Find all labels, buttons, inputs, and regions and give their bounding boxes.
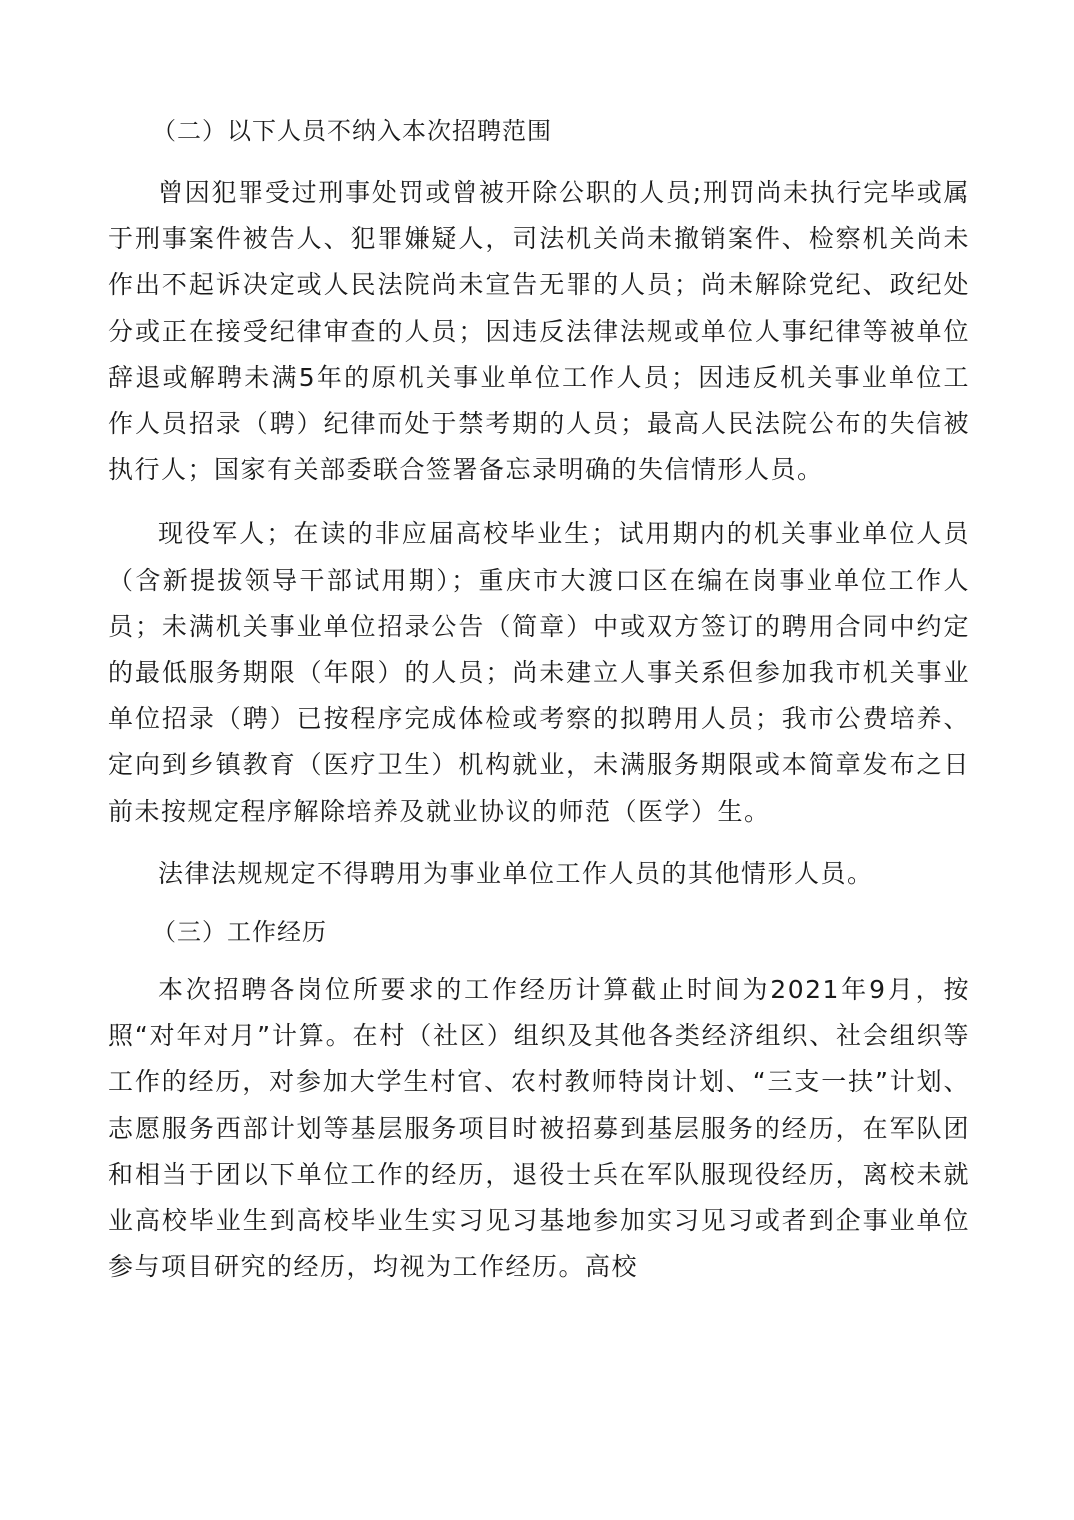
paragraph-other-situations: 法律法规规定不得聘用为事业单位工作人员的其他情形人员。: [158, 858, 874, 888]
section-heading-exclusions: （二）以下人员不纳入本次招聘范围: [152, 117, 552, 145]
paragraph-active-service: 现役军人；在读的非应届高校毕业生；试用期内的机关事业单位人员（含新提拔领导干部试用期）；重庆市大渡口区在编在岗事业单位工作人员；未满机关事业单位招录公告（简章）中或双方签订的聘用合同中约定的最低服务期限（年限）的人员；尚未建立人事关系但参加我市机关事业单位招录（聘）已按程序完成体检或考察的拟聘用人员；我市公费培养、定向到乡镇教育（医疗卫生）机构就业，未满服务期限或本简章发布之日前未按规定程序解除培养及就业协议的师范（医学）生。: [108, 519, 970, 826]
document-body: [108, 108, 970, 1290]
paragraph-criminal-record: 曾因犯罪受过刑事处罚或曾被开除公职的人员;刑罚尚未执行完毕或属于刑事案件被告人、犯罪嫌疑人，司法机关尚未撤销案件、检察机关尚未作出不起诉决定或人民法院尚未宣告无罪的人员；尚未解除党纪、政纪处分或正在接受纪律审查的人员；因违反法律法规或单位人事纪律等被单位辞退或解聘未满5年的原机关事业单位工作人员；因违反机关事业单位工作人员招录（聘）纪律而处于禁考期的人员；最高人民法院公布的失信被执行人；国家有关部委联合签署备忘录明确的失信情形人员。: [108, 178, 970, 485]
paragraph-work-experience: 本次招聘各岗位所要求的工作经历计算截止时间为2021年9月，按照“对年对月”计算。在村（社区）组织及其他各类经济组织、社会组织等工作的经历，对参加大学生村官、农村教师特岗计划、“三支一扶”计划、志愿服务西部计划等基层服务项目时被招募到基层服务的经历，在军队团和相当于团以下单位工作的经历，退役士兵在军队服现役经历，离校未就业高校毕业生到高校毕业生实习见习基地参加实习见习或者到企事业单位参与项目研究的经历，均视为工作经历。高校: [108, 975, 970, 1282]
section-heading-work-experience: （三）工作经历: [152, 918, 327, 947]
